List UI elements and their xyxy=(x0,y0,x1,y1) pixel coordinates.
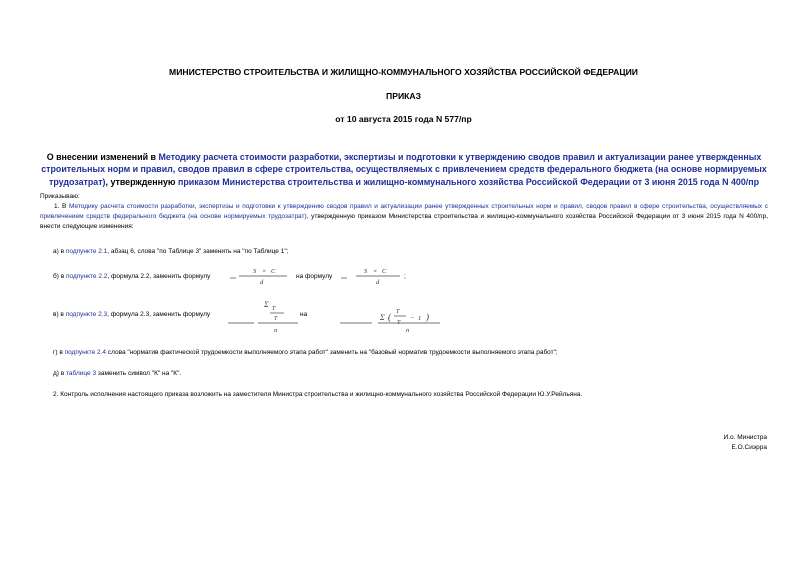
svg-text:C: C xyxy=(382,268,387,275)
subject-prefix: О внесении изменений в xyxy=(46,152,159,162)
item-a xyxy=(53,248,288,255)
order-title: ПРИКАЗ xyxy=(386,91,421,101)
item-c-text: , формула 2.3, заменить формулу xyxy=(107,311,211,318)
item-b xyxy=(53,273,210,280)
svg-text:×: × xyxy=(373,268,378,275)
svg-text:T: T xyxy=(274,316,278,322)
item-d xyxy=(53,349,558,356)
item-c-to: на xyxy=(300,311,308,318)
svg-text:T: T xyxy=(396,309,400,315)
ministry-title: МИНИСТЕРСТВО СТРОИТЕЛЬСТВА И ЖИЛИЩНО-КОММУНАЛЬНОГО ХОЗЯЙСТВА РОССИЙСКОЙ ФЕДЕРАЦИИ xyxy=(169,67,638,77)
item-d-text: слова "норматив фактической трудоемкости выполняемого этапа работ" заменить на "базовый норматив трудоемкости выполняемого этапа работ"; xyxy=(106,349,558,356)
item-e xyxy=(53,370,181,377)
item-e-end: ". xyxy=(177,370,182,377)
svg-text:(: ( xyxy=(388,312,391,322)
methodology-link[interactable]: Методику расчета стоимости разработки, экспертизы и подготовки к утверждению сводов правил и актуализации ранее утвержденных строительных норм и правил, сводов правил в сфере строительства, осуществляемых с привлечением средств федерального бюджета (на основе нормируемых трудозатрат) xyxy=(41,152,767,187)
svg-text:d: d xyxy=(376,279,380,286)
svg-text:T: T xyxy=(272,306,276,312)
item-b-prefix: б) в xyxy=(53,273,66,280)
subject-middle: , утвержденную xyxy=(105,176,178,187)
item-a-text: , абзац 6, слова "по Таблице 3" заменить на "по Таблице 1"; xyxy=(107,248,289,255)
svg-text:): ) xyxy=(426,312,429,322)
item-b-end: ; xyxy=(404,273,406,280)
svg-text:Σ: Σ xyxy=(380,313,385,322)
svg-text:S: S xyxy=(364,268,368,275)
item-c-prefix: в) в xyxy=(53,311,66,318)
subclause-2-2-link[interactable]: подпункте 2.2 xyxy=(65,273,108,280)
subclause-2-3-link[interactable]: подпункте 2.3 xyxy=(65,311,108,318)
item-a-prefix: а) в xyxy=(53,248,66,255)
svg-text:−: − xyxy=(410,315,415,322)
formula-2-2-old xyxy=(229,266,291,286)
formula-2-3-new xyxy=(340,298,452,334)
signature-name: Е.О.Сиэрра xyxy=(731,444,767,451)
svg-text:S: S xyxy=(253,268,257,275)
p1-prefix: 1. В xyxy=(54,203,69,210)
table-3-link[interactable]: таблице 3 xyxy=(66,370,97,377)
svg-text:×: × xyxy=(262,268,267,275)
hereby-text: Приказываю: xyxy=(40,193,80,200)
formula-2-3-old xyxy=(228,298,300,334)
subclause-2-1-link[interactable]: подпункте 2.1 xyxy=(65,248,108,255)
p1-suffix: , внести следующие изменения: xyxy=(40,212,768,230)
p1-methodology-link[interactable]: Методику расчета стоимости разработки, экспертизы и подготовки к утверждению сводов правил и актуализации ранее утвержденных строительных норм и правил, сводов правил в сфере строительства, осуществляемых с привлечением средств федерального бюджета (на основе нормируемых трудозатрат) xyxy=(40,203,768,220)
item-d-prefix: г) в xyxy=(53,349,65,356)
order-400-link[interactable]: приказом Министерства строительства и жилищно-коммунального хозяйства Российской Федерации от 3 июня 2015 года N 400/пр xyxy=(177,176,760,187)
svg-text:1: 1 xyxy=(418,315,422,322)
item-b-text: , формула 2.2, заменить формулу xyxy=(107,273,211,280)
svg-text:Σ: Σ xyxy=(264,300,269,309)
svg-text:T: T xyxy=(397,320,401,326)
svg-text:d: d xyxy=(260,279,264,286)
order-date: от 10 августа 2015 года N 577/пр xyxy=(335,114,472,124)
p1-middle: , утвержденную приказом Министерства строительства и жилищно-коммунального хозяйства Российской Федерации от 3 июня 2015 года N 400/пр xyxy=(306,212,767,220)
item-e-mid: " на "К xyxy=(157,370,178,377)
subclause-2-4-link[interactable]: подпункте 2.4 xyxy=(64,349,107,356)
svg-text:n: n xyxy=(406,327,410,334)
item-b-to: на формулу xyxy=(296,273,333,280)
paragraph-2: 2. Контроль исполнения настоящего приказа возложить на заместителя Министра строительства и жилищно-коммунального хозяйства Российской Федерации Ю.У.Рейльяна. xyxy=(53,391,583,398)
item-c xyxy=(53,311,210,318)
item-e-text: заменить символ "К xyxy=(96,370,158,377)
formula-2-2-new xyxy=(340,266,402,286)
signature-position: И.о. Министра xyxy=(723,434,767,441)
item-e-prefix: д) в xyxy=(53,370,67,377)
paragraph-1 xyxy=(40,202,768,231)
svg-text:n: n xyxy=(274,327,278,334)
svg-text:C: C xyxy=(271,268,276,275)
order-subject xyxy=(40,151,768,188)
